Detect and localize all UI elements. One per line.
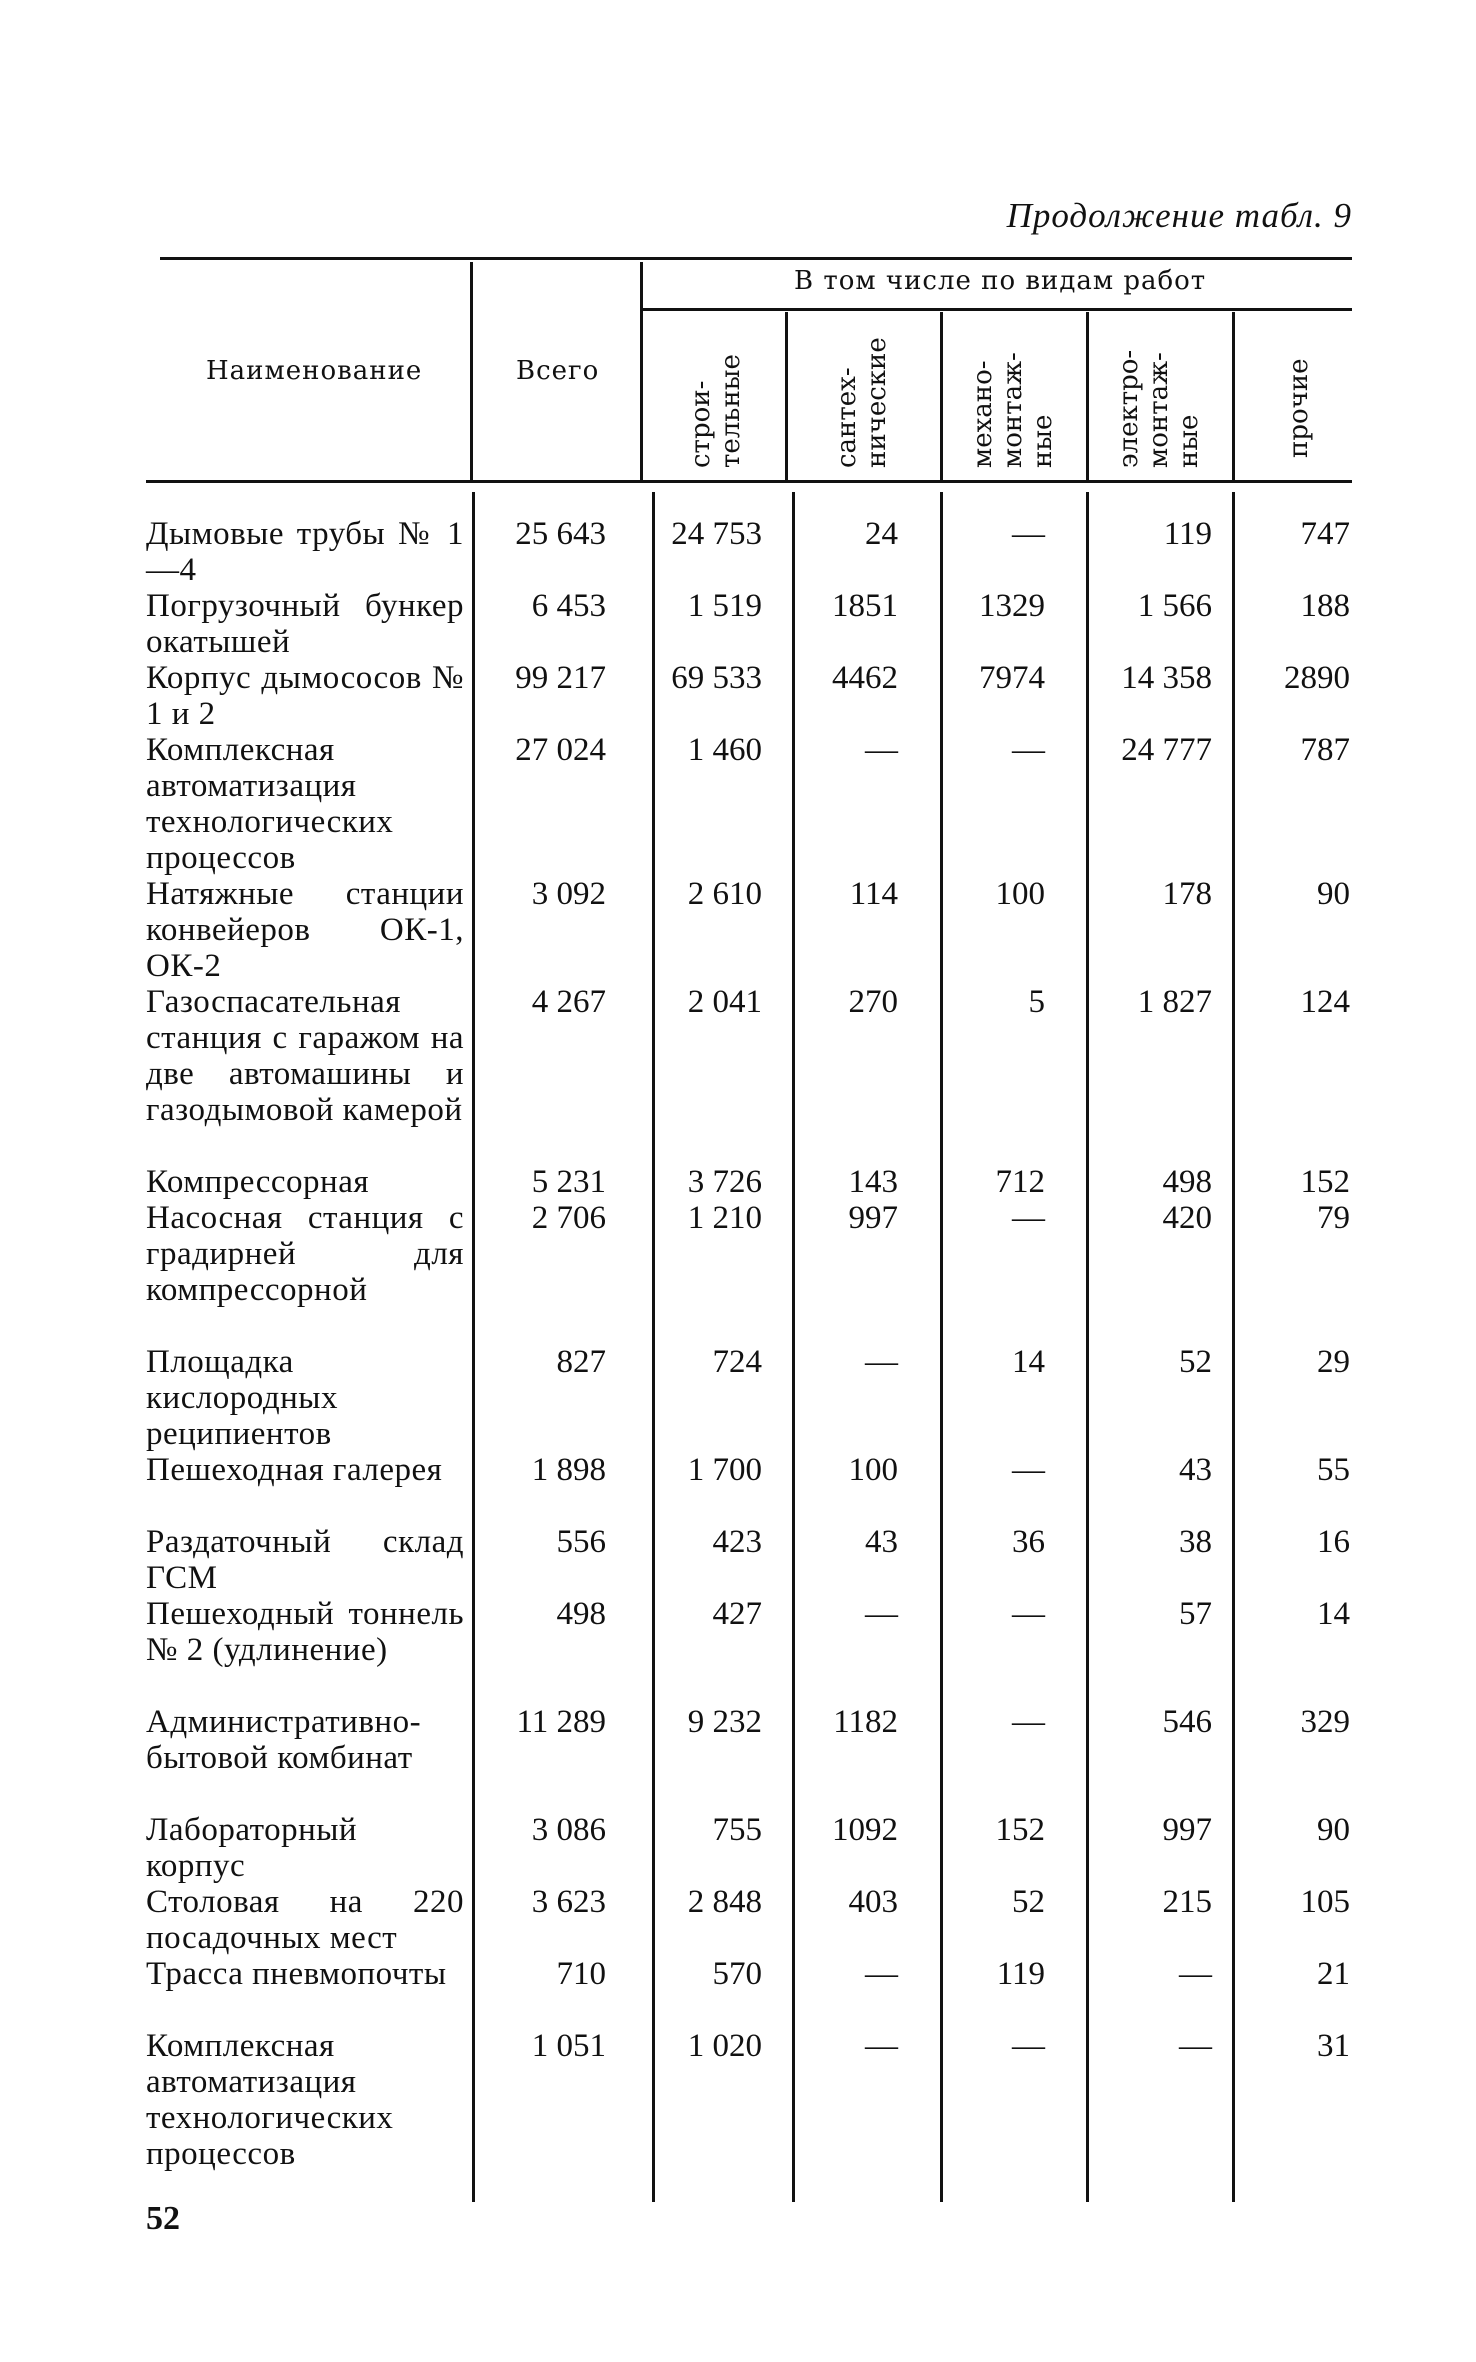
cell-c5: 14 [1317, 1596, 1350, 1632]
cell-c2: — [865, 732, 898, 768]
header-total: Всего [516, 356, 600, 386]
cell-total: 3 086 [531, 1812, 606, 1848]
cell-c1: 724 [712, 1344, 762, 1380]
cell-total: 1 051 [531, 2028, 606, 2064]
cell-c3: — [1012, 516, 1045, 552]
cell-c4: 498 [1162, 1164, 1212, 1200]
row-name: Лабораторный корпус [146, 1812, 358, 1884]
header-group: В том числе по видам работ [794, 266, 1207, 296]
cell-c5: 2890 [1284, 660, 1350, 696]
header-col-construction: строи- тельные [686, 354, 746, 468]
cell-c1: 1 210 [687, 1200, 762, 1236]
cell-c2: 143 [848, 1164, 898, 1200]
cell-c4: 57 [1179, 1596, 1212, 1632]
cell-c5: 21 [1317, 1956, 1350, 1992]
row-name: Площадка кислородных реципиентов [146, 1344, 338, 1452]
row-name: Трасса пневмопочты [146, 1956, 447, 1992]
header-divider [470, 262, 473, 482]
row-name: Дымовые трубы № 1—4 [146, 516, 464, 588]
page-number: 52 [146, 2200, 180, 2237]
row-name: Натяжные станции конвейеров ОК-1, ОК-2 [146, 876, 464, 984]
cell-c2: 4462 [832, 660, 898, 696]
row-name: Административно-бытовой комбинат [146, 1704, 422, 1776]
cell-c1: 2 848 [687, 1884, 762, 1920]
cell-c3: — [1012, 1200, 1045, 1236]
cell-c4: 420 [1162, 1200, 1212, 1236]
cell-c5: 16 [1317, 1524, 1350, 1560]
cell-c5: 188 [1300, 588, 1350, 624]
cell-c1: 1 519 [687, 588, 762, 624]
row-name: Комплексная автоматизация технологических процессов [146, 732, 394, 876]
cell-total: 2 706 [531, 1200, 606, 1236]
cell-c5: 329 [1300, 1704, 1350, 1740]
cell-c3: — [1012, 2028, 1045, 2064]
cell-c1: 24 753 [671, 516, 762, 552]
cell-c1: 2 610 [687, 876, 762, 912]
header-col-plumbing: сантех- нические [832, 337, 892, 468]
cell-c3: 7974 [979, 660, 1045, 696]
cell-c2: — [865, 2028, 898, 2064]
cell-c2: 43 [865, 1524, 898, 1560]
header-col-mechanical: механо- монтаж- ные [968, 352, 1058, 468]
cell-c5: 124 [1300, 984, 1350, 1020]
cell-c3: 100 [995, 876, 1045, 912]
row-name: Газоспасательная станция с гаражом на две автомашины и газодымовой камерой [146, 984, 464, 1128]
row-name: Пешеходная галерея [146, 1452, 443, 1488]
row-name: Комплексная автоматизация технологических процессов [146, 2028, 394, 2172]
cell-total: 4 267 [531, 984, 606, 1020]
cell-c4: 546 [1162, 1704, 1212, 1740]
cell-c4: 119 [1163, 516, 1212, 552]
cell-c4: 178 [1162, 876, 1212, 912]
cell-c3: 152 [995, 1812, 1045, 1848]
cell-total: 710 [556, 1956, 606, 1992]
cell-c3: 5 [1028, 984, 1045, 1020]
cell-total: 498 [556, 1596, 606, 1632]
row-name: Раздаточный склад ГСМ [146, 1524, 464, 1596]
cell-c4: 52 [1179, 1344, 1212, 1380]
cell-c4: 215 [1162, 1884, 1212, 1920]
cell-c4: 38 [1179, 1524, 1212, 1560]
cell-c4: — [1179, 2028, 1212, 2064]
cell-c5: 90 [1317, 1812, 1350, 1848]
cell-c2: 114 [849, 876, 898, 912]
row-name: Пешеходный тоннель № 2 (удлинение) [146, 1596, 464, 1668]
cell-c4: 43 [1179, 1452, 1212, 1488]
cell-c2: 24 [865, 516, 898, 552]
header-divider [1086, 312, 1089, 482]
cell-c3: 712 [995, 1164, 1045, 1200]
cell-c1: 1 460 [687, 732, 762, 768]
cell-c5: 152 [1300, 1164, 1350, 1200]
cell-c3: 119 [996, 1956, 1045, 1992]
cell-c3: — [1012, 1704, 1045, 1740]
cell-c2: 1092 [832, 1812, 898, 1848]
cell-c3: — [1012, 1452, 1045, 1488]
cell-c2: — [865, 1956, 898, 1992]
cell-c1: 69 533 [671, 660, 762, 696]
cell-total: 3 623 [531, 1884, 606, 1920]
header-col-other: прочие [1284, 358, 1314, 458]
header-divider [940, 312, 943, 482]
cell-c4: — [1179, 1956, 1212, 1992]
cell-c1: 3 726 [687, 1164, 762, 1200]
cell-c2: 403 [848, 1884, 898, 1920]
cell-c5: 55 [1317, 1452, 1350, 1488]
cell-c3: 14 [1012, 1344, 1045, 1380]
cell-c4: 997 [1162, 1812, 1212, 1848]
cell-c3: 1329 [979, 588, 1045, 624]
cell-total: 5 231 [531, 1164, 606, 1200]
header-divider [1232, 312, 1235, 482]
cell-c3: — [1012, 1596, 1045, 1632]
table-caption: Продолжение табл. 9 [1006, 196, 1352, 235]
row-name: Погрузочный бункер окатышей [146, 588, 464, 660]
cell-c1: 1 020 [687, 2028, 762, 2064]
cell-c5: 31 [1317, 2028, 1350, 2064]
cell-c1: 9 232 [687, 1704, 762, 1740]
cell-c5: 29 [1317, 1344, 1350, 1380]
cell-total: 27 024 [515, 732, 606, 768]
cell-c3: 36 [1012, 1524, 1045, 1560]
cell-c2: 1182 [833, 1704, 898, 1740]
cell-total: 3 092 [531, 876, 606, 912]
cell-c2: 1851 [832, 588, 898, 624]
cell-c2: 100 [848, 1452, 898, 1488]
cell-c1: 427 [712, 1596, 762, 1632]
header-col-electrical: электро- монтаж- ные [1114, 349, 1204, 468]
cell-total: 25 643 [515, 516, 606, 552]
cell-c5: 747 [1300, 516, 1350, 552]
cell-total: 11 289 [516, 1704, 606, 1740]
cell-c1: 2 041 [687, 984, 762, 1020]
cell-c4: 1 827 [1137, 984, 1212, 1020]
header-name: Наименование [206, 356, 423, 386]
cell-c4: 14 358 [1121, 660, 1212, 696]
cell-total: 556 [556, 1524, 606, 1560]
cell-c2: 997 [848, 1200, 898, 1236]
cell-c2: — [865, 1344, 898, 1380]
group-rule [640, 308, 1352, 311]
header-divider [640, 262, 643, 482]
cell-c5: 105 [1300, 1884, 1350, 1920]
row-name: Компрессорная [146, 1164, 370, 1200]
cell-c1: 755 [712, 1812, 762, 1848]
cell-c4: 1 566 [1137, 588, 1212, 624]
cell-total: 827 [556, 1344, 606, 1380]
row-name: Насосная станция с градирней для компрессорной [146, 1200, 464, 1308]
header-bottom-rule [146, 480, 1352, 483]
cell-total: 99 217 [515, 660, 606, 696]
cell-total: 1 898 [531, 1452, 606, 1488]
cell-c5: 787 [1300, 732, 1350, 768]
cell-c5: 79 [1317, 1200, 1350, 1236]
cell-total: 6 453 [531, 588, 606, 624]
row-name: Столовая на 220 посадочных мест [146, 1884, 464, 1956]
cell-c2: — [865, 1596, 898, 1632]
cell-c3: 52 [1012, 1884, 1045, 1920]
cell-c4: 24 777 [1121, 732, 1212, 768]
header-top-rule [160, 257, 1352, 260]
cell-c1: 570 [712, 1956, 762, 1992]
cell-c2: 270 [848, 984, 898, 1020]
cell-c3: — [1012, 732, 1045, 768]
cell-c5: 90 [1317, 876, 1350, 912]
cell-c1: 1 700 [687, 1452, 762, 1488]
row-name: Корпус дымососов № 1 и 2 [146, 660, 464, 732]
header-divider [785, 312, 788, 482]
cell-c1: 423 [712, 1524, 762, 1560]
